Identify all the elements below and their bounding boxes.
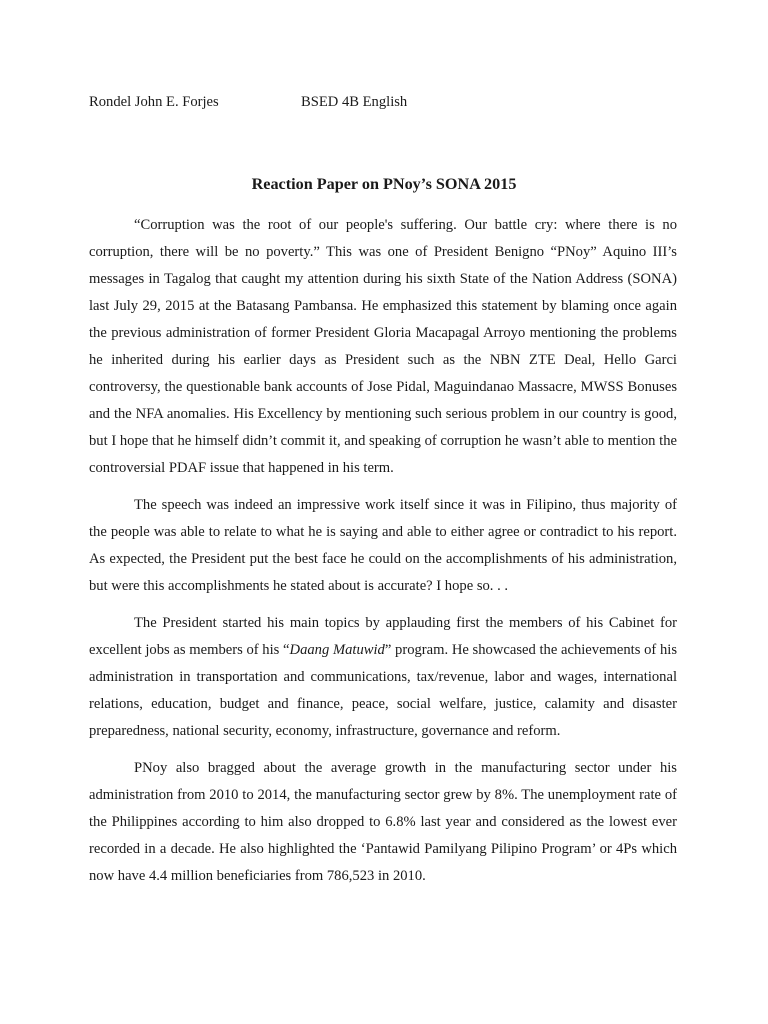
paragraph-3 <box>89 610 677 745</box>
paper-title: Reaction Paper on PNoy’s SONA 2015 <box>251 175 517 193</box>
paragraph-3-text-end: ” program. He showcased the achievements of his administration in transportation and communications, tax/revenue, labor and wages, international relations, education, budget and finance, peace, social welfare, justice, calamity and disaster preparedness, national security, economy, infrastructure, governance and reform. <box>89 642 678 739</box>
document-body <box>89 212 677 900</box>
paragraph-1: “Corruption was the root of our people's suffering. Our battle cry: where there is no corruption, there will be no poverty.” This was one of President Benigno “PNoy” Aquino III’s messages in Tagalog that caught my attention during his sixth State of the Nation Address (SONA) last July 29, 2015 at the Batasang Pambansa. He emphasized this statement by blaming once again the previous administration of former President Gloria Macapagal Arroyo mentioning the problems he inherited during his earlier days as President such as the NBN ZTE Deal, Hello Garci controversy, the questionable bank accounts of Jose Pidal, Maguindanao Massacre, MWSS Bonuses and the NFA anomalies. His Excellency by mentioning such serious problem in our country is good, but I hope that he himself didn’t commit it, and speaking of corruption he wasn’t able to mention the controversial PDAF issue that happened in his term. <box>89 217 677 476</box>
paragraph-4: PNoy also bragged about the average growth in the manufacturing sector under his administration from 2010 to 2014, the manufacturing sector grew by 8%. The unemployment rate of the Philippines according to him also dropped to 6.8% last year and considered as the lowest ever recorded in a decade. He also highlighted the ‘Pantawid Pamilyang Pilipino Program’ or 4Ps which now have 4.4 million beneficiaries from 786,523 in 2010. <box>89 760 677 884</box>
paragraph-3-italic-program: Daang Matuwid <box>289 642 385 658</box>
author-name: Rondel John E. Forjes <box>89 94 219 110</box>
paragraph-3-text-start: The President started his main topics by applauding first the members of his Cabinet for excellent jobs as members of his “ <box>89 615 677 658</box>
course-section: BSED 4B English <box>301 94 408 110</box>
paragraph-2: The speech was indeed an impressive work itself since it was in Filipino, thus majority of the people was able to relate to what he is saying and able to either agree or contradict to his report. As expected, the President put the best face he could on the accomplishments of his administration, but were this accomplishments he stated about is accurate? I hope so. . . <box>89 497 677 594</box>
